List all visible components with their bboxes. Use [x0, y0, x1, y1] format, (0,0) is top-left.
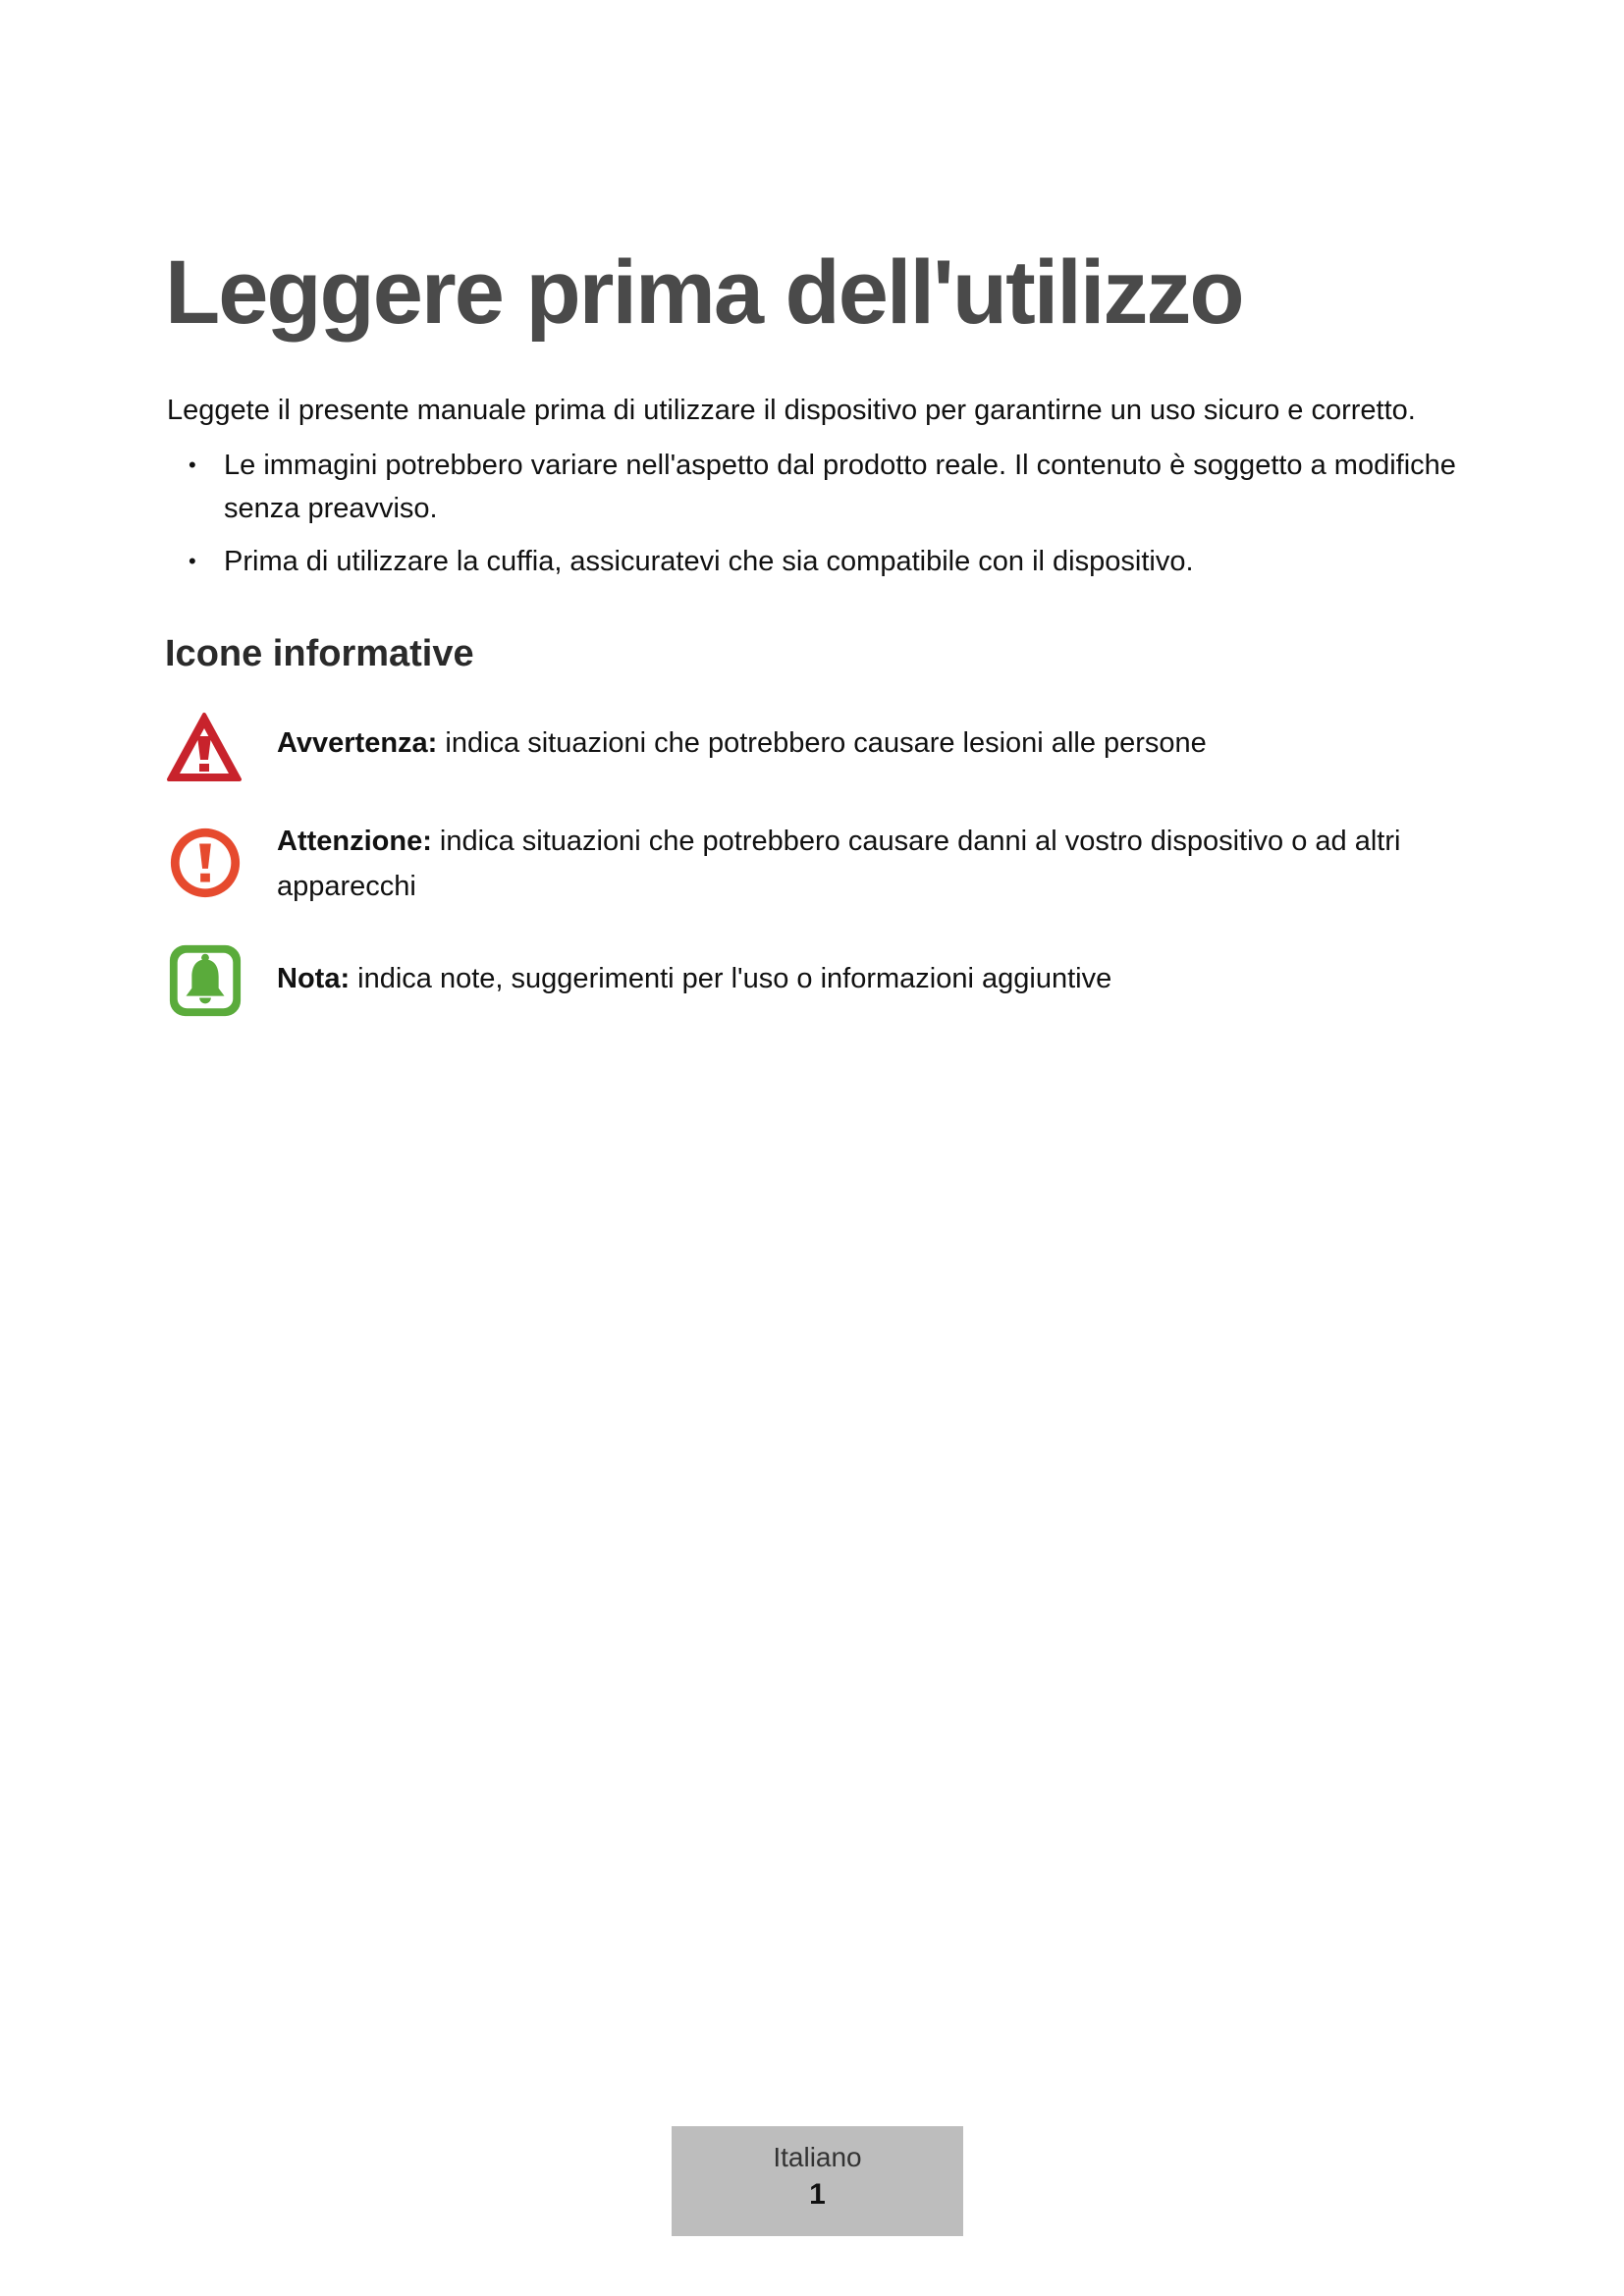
info-label-note: Nota: — [277, 963, 351, 994]
bullet-list — [167, 444, 1483, 593]
page-title: Leggere prima dell'utilizzo — [165, 242, 1243, 343]
info-text-caution — [277, 819, 1481, 909]
intro-paragraph: Leggete il presente manuale prima di utilizzare il dispositivo per garantirne un uso sicuro e corretto. — [167, 395, 1416, 426]
info-desc-warning: indica situazioni che potrebbero causare lesioni alle persone — [437, 727, 1207, 759]
section-heading: Icone informative — [165, 633, 474, 674]
info-row-warning — [165, 709, 1481, 797]
info-desc-note: indica note, suggerimenti per l'uso o informazioni aggiuntive — [350, 963, 1112, 994]
info-row-note — [165, 940, 1481, 1029]
info-text-note — [277, 956, 1481, 1001]
info-label-caution: Attenzione: — [277, 826, 432, 857]
bullet-dot: • — [189, 549, 196, 573]
bullet-text: Le immagini potrebbero variare nell'aspetto dal prodotto reale. Il contenuto è soggetto a modifiche senza preavviso. — [224, 450, 1456, 524]
info-label-warning: Avvertenza: — [277, 727, 438, 759]
page-footer — [672, 2126, 963, 2236]
bullet-text: Prima di utilizzare la cuffia, assicuratevi che sia compatibile con il dispositivo. — [224, 546, 1194, 577]
caution-circle-icon — [167, 825, 244, 901]
info-desc-caution: indica situazioni che potrebbero causare danni al vostro dispositivo o ad altri apparecchi — [277, 826, 1401, 902]
footer-language: Italiano — [773, 2142, 862, 2172]
bullet-item — [167, 540, 1483, 583]
info-row-caution — [165, 819, 1481, 917]
bullet-item — [167, 444, 1483, 530]
bullet-dot: • — [189, 453, 196, 477]
note-bell-icon — [167, 942, 244, 1019]
info-text-warning — [277, 721, 1481, 766]
warning-triangle-icon — [165, 709, 244, 787]
footer-page-number: 1 — [809, 2178, 826, 2211]
